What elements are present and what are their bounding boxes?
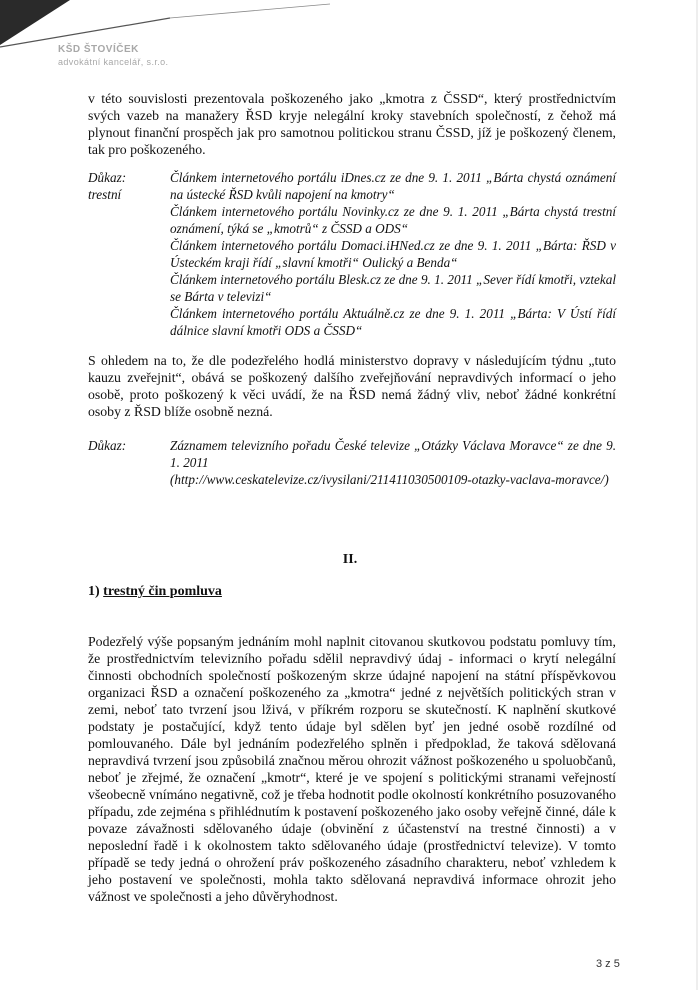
intro-paragraph: v této souvislosti prezentovala poškozeného jako „kmotra z ČSSD“, který prostřednictvím svých vazeb na manažery ŘSD kryje nelegální kroky stavebních společností, z čehož má plynout finanční prospěch jak pro samotnou politickou stranu ČSSD, jíž je poškozený členem, tak pro poškozeného. [88, 91, 616, 157]
proof-tv-url: (http://www.ceskatelevize.cz/ivysilani/211411030500109-otazky-vaclava-moravce/) [170, 472, 609, 487]
main-paragraph: Podezřelý výše popsaným jednáním mohl naplnit citovanou skutkovou podstatu pomluvy tím, že prostřednictvím televizního pořadu sdělil nepravdivý údaj - informaci o krytí nelegální činnosti obchodních společností poškozeným skrze údajné napojení na státní příspěvkovou organizaci ŘSD a označení poškozeného za „kmotra“ jedné z největších politických stran v zemi, neboť tato tvrzení jsou lživá, v příkrém rozporu se skutečností. K naplnění skutkové podstaty je postačující, když tento údaje byl sdělen byť jen jedné osobě rozdílné od pomlouvaného. Dále byl jednáním podezřelého splněn i předpoklad, že taková sdělovaná nepravdivá tvrzení jsou způsobilá značnou měrou ohrozit vážnost poškozeného u spoluobčanů, neboť je zřejmé, že označení „kmotr“, které je ve spojení s politickými stranami veřejností všeobecně vnímáno negativně, což je třeba hodnotit podle okolností konkrétního posuzovaného případu, zde zejména s přihlédnutím k postavení poškozeného jako osoby veřejně činné, dále k povaze závažnosti sdělovaného údaje (obvinění z účastenství na trestné činnosti) a v neposlední řadě i k okolnostem takto sdělovaného údaje (prostřednictví televize). V tomto případě se tedy jedná o ohrožení práv poškozeného zásadního charakteru, neboť vzhledem k jeho postavení ve společnosti, mohla takto sdělovaná nepravdivá informace ohrozit jeho vážnost ve společnosti a jeho důvěryhodnost. [88, 634, 616, 904]
firm-logo [58, 44, 168, 68]
section-heading: II. [342, 552, 358, 567]
proof-list [170, 169, 616, 339]
proof-item: Článkem internetového portálu Domaci.iHNed.cz ze dne 9. 1. 2011 „Bárta: ŘSD v Ústeckém kraji řídí „slavní kmotři“ Oulický a Benda“ [170, 238, 616, 270]
firm-name: KŠD ŠTOVÍČEK [58, 44, 139, 55]
subheading [88, 584, 222, 600]
paragraph-two: S ohledem na to, že dle podezřelého hodlá ministerstvo dopravy v následujícím týdnu „tuto kauzu zveřejnit“, obává se poškozený dalšího zveřejňování nepravdivých informací o jeho osobě, proto poškozený k věci uvádí, že na ŘSD nemá žádný vliv, neboť žádné konkrétní osoby z ŘSD blíže osobně nezná. [88, 353, 616, 419]
proof-block-articles [88, 169, 616, 339]
subheading-title: trestný čin pomluva [103, 584, 222, 599]
proof-tv-title: Záznamem televizního pořadu České televize „Otázky Václava Moravce“ ze dne 9. 1. 2011 [170, 438, 616, 470]
proof-item: Článkem internetového portálu Blesk.cz ze dne 9. 1. 2011 „Sever řídí kmotři, vztekal se Bárta v televizi“ [170, 272, 616, 304]
proof-item: Článkem internetového portálu Aktuálně.cz ze dne 9. 1. 2011 „Bárta: V Ústí řídí dálnice slavní kmotři ODS a ČSSD“ [170, 306, 616, 338]
page-number: 3 z 5 [596, 958, 620, 970]
proof-block-tv [88, 437, 616, 507]
subheading-number: 1) [88, 584, 100, 599]
proof-item: Článkem internetového portálu Novinky.cz ze dne 9. 1. 2011 „Bárta chystá trestní oznámení, týká se „kmotrů“ z ČSSD a ODS“ [170, 204, 616, 236]
firm-subtitle: advokátní kancelář, s.r.o. [58, 57, 169, 67]
proof-tv-record [170, 437, 616, 488]
proof-label: Důkaz: [88, 438, 127, 453]
proof-label: Důkaz: trestní [88, 170, 127, 202]
proof-item: Článkem internetového portálu iDnes.cz ze dne 9. 1. 2011 „Bárta chystá oznámení na ústecké ŘSD kvůli napojení na kmotry“ [170, 170, 616, 202]
